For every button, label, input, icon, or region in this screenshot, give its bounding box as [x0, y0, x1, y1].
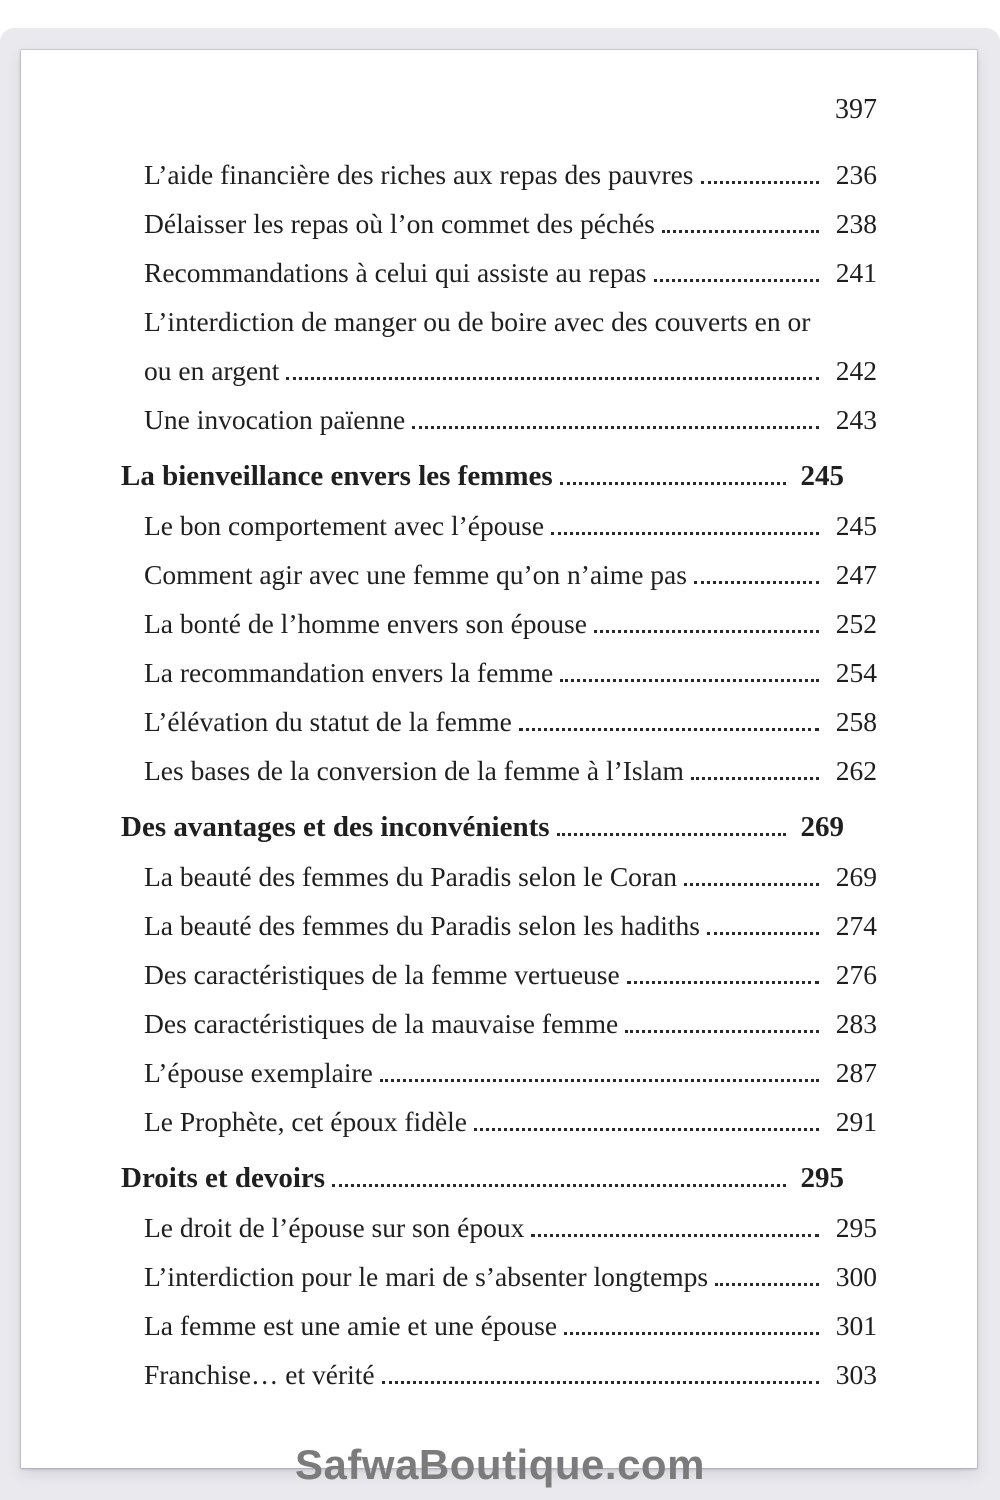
toc-entry-page: 242: [835, 355, 877, 386]
toc-entry-page: 245: [800, 460, 844, 492]
toc-entry-page: 243: [835, 404, 877, 435]
dotted-leader: [531, 1234, 819, 1237]
toc-entry-row: [144, 395, 877, 444]
toc-entry-row: [144, 697, 877, 746]
toc-entry-row: [144, 150, 877, 199]
watermark-text: SafwaBoutique.com: [295, 1441, 705, 1488]
toc-entry-page: 247: [835, 559, 877, 590]
toc-entry-title: Franchise… et vérité: [144, 1359, 375, 1390]
toc-entry-title: L’épouse exemplaire: [144, 1057, 373, 1088]
toc-entry-row: [144, 199, 877, 248]
toc-entry-row: [144, 950, 877, 999]
toc-entry-row: [144, 852, 877, 901]
toc-entry-title: L’interdiction pour le mari de s’absenter longtemps: [144, 1261, 709, 1292]
dotted-leader: [560, 482, 786, 485]
toc-entry-title: L’élévation du statut de la femme: [144, 706, 512, 737]
toc-entry-row: [144, 901, 877, 950]
toc-entry-title: Les bases de la conversion de la femme à l’Islam: [144, 755, 684, 786]
toc-list: [21, 150, 977, 1399]
toc-entry-row: [144, 999, 877, 1048]
toc-entry-page: 301: [835, 1310, 877, 1341]
toc-entry-page: 269: [800, 811, 844, 843]
toc-entry-page: 241: [835, 257, 877, 288]
toc-entry-title: Délaisser les repas où l’on commet des péchés: [144, 208, 655, 239]
toc-entry-title: ou en argent: [144, 355, 280, 386]
toc-entry-row: [144, 648, 877, 697]
toc-entry-title: La recommandation envers la femme: [144, 657, 554, 688]
toc-section-row: [121, 452, 844, 501]
toc-entry-title: Comment agir avec une femme qu’on n’aime pas: [144, 559, 687, 590]
toc-entry-page: 236: [835, 159, 877, 190]
dotted-leader: [474, 1128, 819, 1131]
toc-entry-title: La femme est une amie et une épouse: [144, 1310, 558, 1341]
dotted-leader: [519, 728, 819, 731]
toc-entry-title: Droits et devoirs: [121, 1162, 326, 1194]
toc-entry-row: [144, 346, 877, 395]
dotted-leader: [382, 1381, 819, 1384]
toc-entry-page: 300: [835, 1261, 877, 1292]
toc-entry-row: [144, 297, 877, 346]
toc-section-row: [121, 803, 844, 852]
toc-entry-page: 252: [835, 608, 877, 639]
toc-entry-title: Des caractéristiques de la femme vertueuse: [144, 959, 620, 990]
toc-entry-row: [144, 1097, 877, 1146]
book-page: [21, 50, 977, 1468]
dotted-leader: [380, 1079, 819, 1082]
dotted-leader: [701, 181, 819, 184]
toc-entry-title: La bonté de l’homme envers son épouse: [144, 608, 587, 639]
dotted-leader: [715, 1283, 819, 1286]
dotted-leader: [684, 883, 819, 886]
toc-entry-page: 295: [835, 1212, 877, 1243]
toc-entry-row: [144, 1301, 877, 1350]
dotted-leader: [691, 777, 819, 780]
dotted-leader: [412, 426, 819, 429]
dotted-leader: [625, 1030, 819, 1033]
toc-entry-row: [144, 1252, 877, 1301]
toc-entry-page: 276: [835, 959, 877, 990]
toc-entry-title: Recommandations à celui qui assiste au repas: [144, 257, 647, 288]
dotted-leader: [662, 230, 819, 233]
toc-entry-row: [144, 501, 877, 550]
dotted-leader: [694, 581, 819, 584]
dotted-leader: [594, 630, 819, 633]
toc-entry-row: [144, 746, 877, 795]
toc-entry-title: Le bon comportement avec l’épouse: [144, 510, 545, 541]
toc-entry-title: L’aide financière des riches aux repas des pauvres: [144, 159, 694, 190]
toc-entry-title: La bienveillance envers les femmes: [121, 460, 553, 492]
toc-entry-row: [144, 1350, 877, 1399]
dotted-leader: [286, 377, 819, 380]
toc-entry-page: 283: [835, 1008, 877, 1039]
toc-entry-page: 291: [835, 1106, 877, 1137]
dotted-leader: [627, 981, 819, 984]
toc-entry-page: 245: [835, 510, 877, 541]
toc-entry-page: 258: [835, 706, 877, 737]
page-number: 397: [835, 94, 877, 125]
dotted-leader: [654, 279, 820, 282]
dotted-leader: [560, 679, 819, 682]
toc-entry-title: L’interdiction de manger ou de boire avec des couverts en or: [144, 306, 811, 337]
toc-entry-page: 303: [835, 1359, 877, 1390]
toc-entry-page: 274: [835, 910, 877, 941]
toc-entry-title: Des caractéristiques de la mauvaise femme: [144, 1008, 619, 1039]
toc-entry-row: [144, 1203, 877, 1252]
dotted-leader: [551, 532, 819, 535]
toc-entry-page: 287: [835, 1057, 877, 1088]
toc-entry-page: 269: [835, 861, 877, 892]
dotted-leader: [557, 833, 786, 836]
toc-entry-title: Des avantages et des inconvénients: [121, 811, 550, 843]
toc-section-row: [121, 1154, 844, 1203]
dotted-leader: [564, 1332, 819, 1335]
toc-entry-page: 262: [835, 755, 877, 786]
toc-entry-title: Le droit de l’épouse sur son époux: [144, 1212, 525, 1243]
dotted-leader: [332, 1184, 786, 1187]
toc-entry-row: [144, 1048, 877, 1097]
toc-entry-page: 238: [835, 208, 877, 239]
toc-entry-row: [144, 248, 877, 297]
toc-entry-title: La beauté des femmes du Paradis selon les hadiths: [144, 910, 700, 941]
toc-entry-row: [144, 599, 877, 648]
dotted-leader: [707, 932, 819, 935]
toc-entry-page: 254: [835, 657, 877, 688]
toc-entry-title: La beauté des femmes du Paradis selon le Coran: [144, 861, 678, 892]
toc-entry-page: 295: [800, 1162, 844, 1194]
toc-entry-title: Une invocation païenne: [144, 404, 406, 435]
toc-entry-title: Le Prophète, cet époux fidèle: [144, 1106, 467, 1137]
toc-entry-row: [144, 550, 877, 599]
